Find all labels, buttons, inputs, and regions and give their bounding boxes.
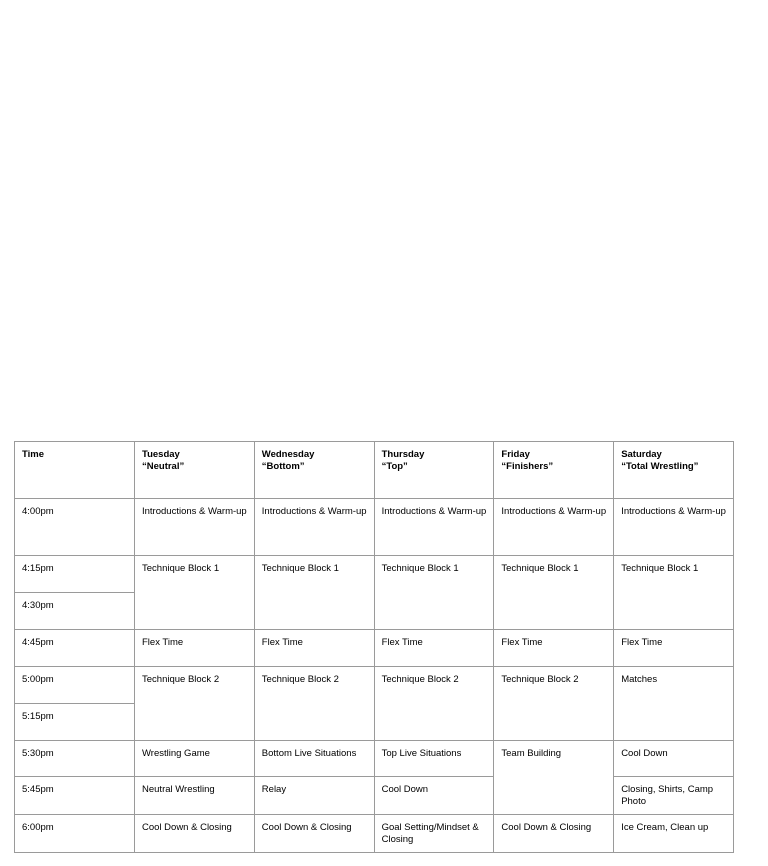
time-cell: 6:00pm: [15, 815, 135, 853]
schedule-cell: Technique Block 1: [254, 556, 374, 630]
schedule-cell: Flex Time: [254, 630, 374, 667]
schedule-row-500: [15, 667, 734, 704]
day-name: Wednesday: [261, 449, 315, 460]
time-cell: 5:15pm: [15, 704, 135, 741]
time-cell: 5:30pm: [15, 741, 135, 777]
header-row: [15, 442, 734, 499]
schedule-cell: Introductions & Warm-up: [494, 499, 614, 556]
day-name: Thursday: [381, 449, 425, 460]
time-cell: 4:15pm: [15, 556, 135, 593]
schedule-cell: Cool Down: [614, 741, 734, 777]
schedule-cell: Goal Setting/Mindset & Closing: [374, 815, 494, 853]
day-name: Tuesday: [142, 449, 180, 460]
day-header-saturday: [614, 442, 734, 499]
schedule-cell: Flex Time: [374, 630, 494, 667]
schedule-cell: Wrestling Game: [135, 741, 255, 777]
camp-schedule-table: [14, 441, 734, 853]
schedule-cell: Bottom Live Situations: [254, 741, 374, 777]
day-theme: “Top”: [381, 461, 408, 472]
time-cell: 5:45pm: [15, 777, 135, 815]
time-cell: 4:30pm: [15, 593, 135, 630]
time-cell: 5:00pm: [15, 667, 135, 704]
schedule-cell: Technique Block 1: [494, 556, 614, 630]
schedule-cell: Ice Cream, Clean up: [614, 815, 734, 853]
schedule-row-445: [15, 630, 734, 667]
schedule-cell: Relay: [254, 777, 374, 815]
schedule-row-545: [15, 777, 734, 815]
schedule-cell: Closing, Shirts, Camp Photo: [614, 777, 734, 815]
schedule-cell: Introductions & Warm-up: [374, 499, 494, 556]
schedule-cell: Flex Time: [614, 630, 734, 667]
schedule-cell: Technique Block 1: [135, 556, 255, 630]
day-header-thursday: [374, 442, 494, 499]
day-theme: “Finishers”: [501, 461, 554, 472]
day-theme: “Neutral”: [142, 461, 185, 472]
schedule-row-415: [15, 556, 734, 593]
schedule-cell: Technique Block 2: [494, 667, 614, 741]
day-theme: “Total Wrestling”: [621, 461, 699, 472]
schedule-cell: Introductions & Warm-up: [254, 499, 374, 556]
time-cell: 4:45pm: [15, 630, 135, 667]
day-header-friday: [494, 442, 614, 499]
schedule-cell: Technique Block 2: [374, 667, 494, 741]
time-column-header: Time: [15, 442, 135, 499]
schedule-cell: Technique Block 1: [614, 556, 734, 630]
day-name: Saturday: [621, 449, 662, 460]
schedule-cell: Technique Block 1: [374, 556, 494, 630]
schedule-cell: Technique Block 2: [135, 667, 255, 741]
schedule-cell: Flex Time: [135, 630, 255, 667]
day-name: Friday: [501, 449, 530, 460]
schedule-row-600: [15, 815, 734, 853]
schedule-cell: Introductions & Warm-up: [135, 499, 255, 556]
schedule-cell: Neutral Wrestling: [135, 777, 255, 815]
schedule-cell: Cool Down & Closing: [135, 815, 255, 853]
schedule-cell: Cool Down & Closing: [494, 815, 614, 853]
schedule-cell: Top Live Situations: [374, 741, 494, 777]
day-theme: “Bottom”: [261, 461, 305, 472]
schedule-cell: Flex Time: [494, 630, 614, 667]
schedule-cell: Introductions & Warm-up: [614, 499, 734, 556]
schedule-cell: Matches: [614, 667, 734, 741]
schedule-cell: Team Building: [494, 741, 614, 815]
schedule-row-400: [15, 499, 734, 556]
schedule-cell: Cool Down: [374, 777, 494, 815]
day-header-wednesday: [254, 442, 374, 499]
schedule-cell: Technique Block 2: [254, 667, 374, 741]
time-cell: 4:00pm: [15, 499, 135, 556]
day-header-tuesday: [135, 442, 255, 499]
schedule-row-530: [15, 741, 734, 777]
schedule-cell: Cool Down & Closing: [254, 815, 374, 853]
